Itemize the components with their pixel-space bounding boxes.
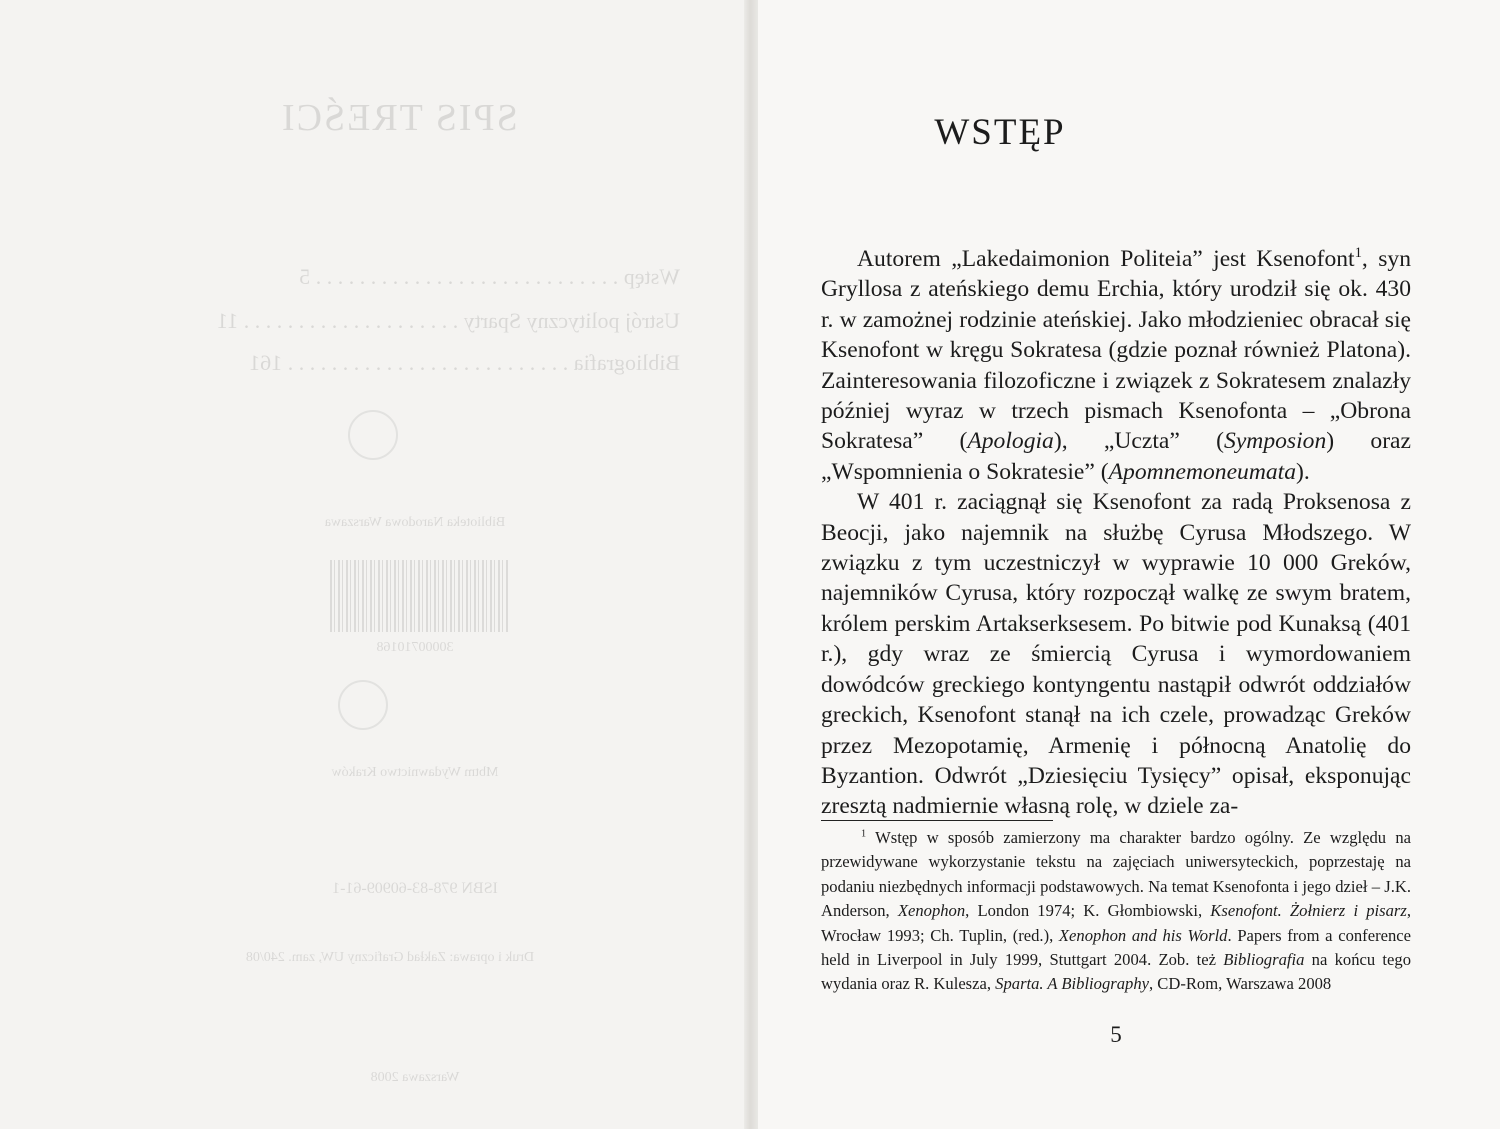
showthrough-stamp-circle [348,410,398,460]
text-run: . Papers from a conference held in Liverpool in July 1999, Stuttgart 2004. Zob. też [821,925,1411,970]
showthrough-toc-page: 161 [249,350,283,375]
text-run: Wstęp w sposób zamierzony ma charakter bardzo ogólny. Ze względu na przewidywane wykorzystanie tekstu na zajęciach uniwersyteckich, poprzestaję na podaniu niezbędnych informacji podstawowych. Na temat Ksenofonta i jego dzieł – J.K. Anderson, [821,828,1411,921]
footnote-reference[interactable]: 1 [1354,245,1362,262]
showthrough-toc-entry [110,308,680,334]
showthrough-toc-label: Bibliografia [573,350,680,375]
showthrough-library-stamp: Biblioteka Narodowa Warszawa [324,515,506,530]
showthrough-toc-leader: . . . . . . . . . . . . . . . . . . . . . . . . . . . . [315,264,619,289]
text-run: , syn Gryllosa z ateńskiego demu Erchia, który urodził się ok. 430 r. w zamożnej rodzinie ateńskiej. Jako młodzieniec obracał się Ksenofont w kręgu Sokratesa (gdzie poznał również Platona). Zainteresowania filozoficzne i związek z Sokratesem znalazły później wyraz w trzech pismach Ksenofonta – „Obrona Sokratesa” ( [821,246,1411,455]
showthrough-toc-leader: . . . . . . . . . . . . . . . . . . . . [243,308,459,333]
footnote-text [821,826,1411,997]
text-run: na końcu tego wydania oraz R. Kulesza, [821,950,1411,994]
text-run: ). [1296,458,1310,485]
left-page [0,0,748,1129]
italic-title: Symposion [1224,428,1327,455]
footnote-divider [821,820,1053,821]
page-title: WSTĘP [934,111,1066,153]
showthrough-toc-page: 5 [299,264,311,289]
showthrough-toc-entry [110,350,680,376]
showthrough-barcode-number: 30000710168 [376,640,454,655]
showthrough-toc-label: Ustrój polityczny Sparty [463,308,680,333]
italic-title: Bibliografia [1223,950,1305,970]
showthrough-isbn: ISBN 978-83-60909-61-1 [332,880,498,897]
book-gutter [744,0,758,1129]
showthrough-barcode [330,560,510,632]
showthrough-stamp-2: Mbtm Wydawnictwo Kraków [331,765,499,780]
showthrough-bottom: Warszawa 2008 [370,1070,460,1085]
showthrough-toc-label: Wstęp [623,264,680,289]
footnote-mark: 1 [861,828,867,840]
italic-title: Apologia [967,428,1054,455]
paragraph [821,244,1411,487]
showthrough-stamp-circle [338,680,388,730]
text-run: , CD-Rom, Warszawa 2008 [1148,974,1332,994]
italic-title: Apomnemoneumata [1108,458,1297,485]
italic-title: Sparta. A Bibliography [995,974,1149,994]
text-run: ), „Uczta” ( [1053,428,1225,455]
text-run: ) oraz „Wspomnienia o Sokratesie” ( [821,428,1411,485]
paragraph: W 401 r. zaciągnął się Ksenofont za radą Proksenosa z Beocji, jako najemnik na służbę Cyrusa Młodszego. W związku z tym uczestniczył w wyprawie 10 000 Greków, najemników Cyrusa, który rozpoczął walkę ze swym bratem, królem perskim Artakserksesem. Po bitwie pod Kunaksą (401 r.), gdy wraz ze śmiercią Cyrusa i wymordowaniem dowódców greckiego kontyngentu nastąpił odwrót oddziałów greckich, Ksenofont stanął na ich czele, prowadząc Greków przez Mezopotamię, Armenię i północną Anatolię do Byzantion. Odwrót „Dziesięciu Tysięcy” opisał, eksponując zresztą nadmiernie własną rolę, w dziele za- [821,489,1411,820]
footnote [821,826,1411,997]
showthrough-printer: Druk i oprawa: Zakład Graficzny UW, zam. 240/08 [245,950,535,965]
showthrough-title: SPIS TREŚCI [280,97,518,139]
showthrough-toc-page: 11 [217,308,239,333]
page-number: 5 [1110,1022,1122,1047]
italic-title: Xenophon [897,901,966,921]
text-run: , Wrocław 1993; Ch. Tuplin, (red.), [821,901,1411,945]
text-run: , London 1974; K. Głombiowski, [965,901,1211,921]
showthrough-toc-leader: . . . . . . . . . . . . . . . . . . . . . . . . . . [287,350,569,375]
italic-title: Ksenofont. Żołnierz i pisarz [1210,901,1407,921]
body-text [821,244,1411,822]
text-run: Autorem „Lakedaimonion Politeia” jest Ksenofont [857,246,1355,272]
italic-title: Xenophon and his World [1058,925,1228,945]
showthrough-toc-entry [110,264,680,290]
